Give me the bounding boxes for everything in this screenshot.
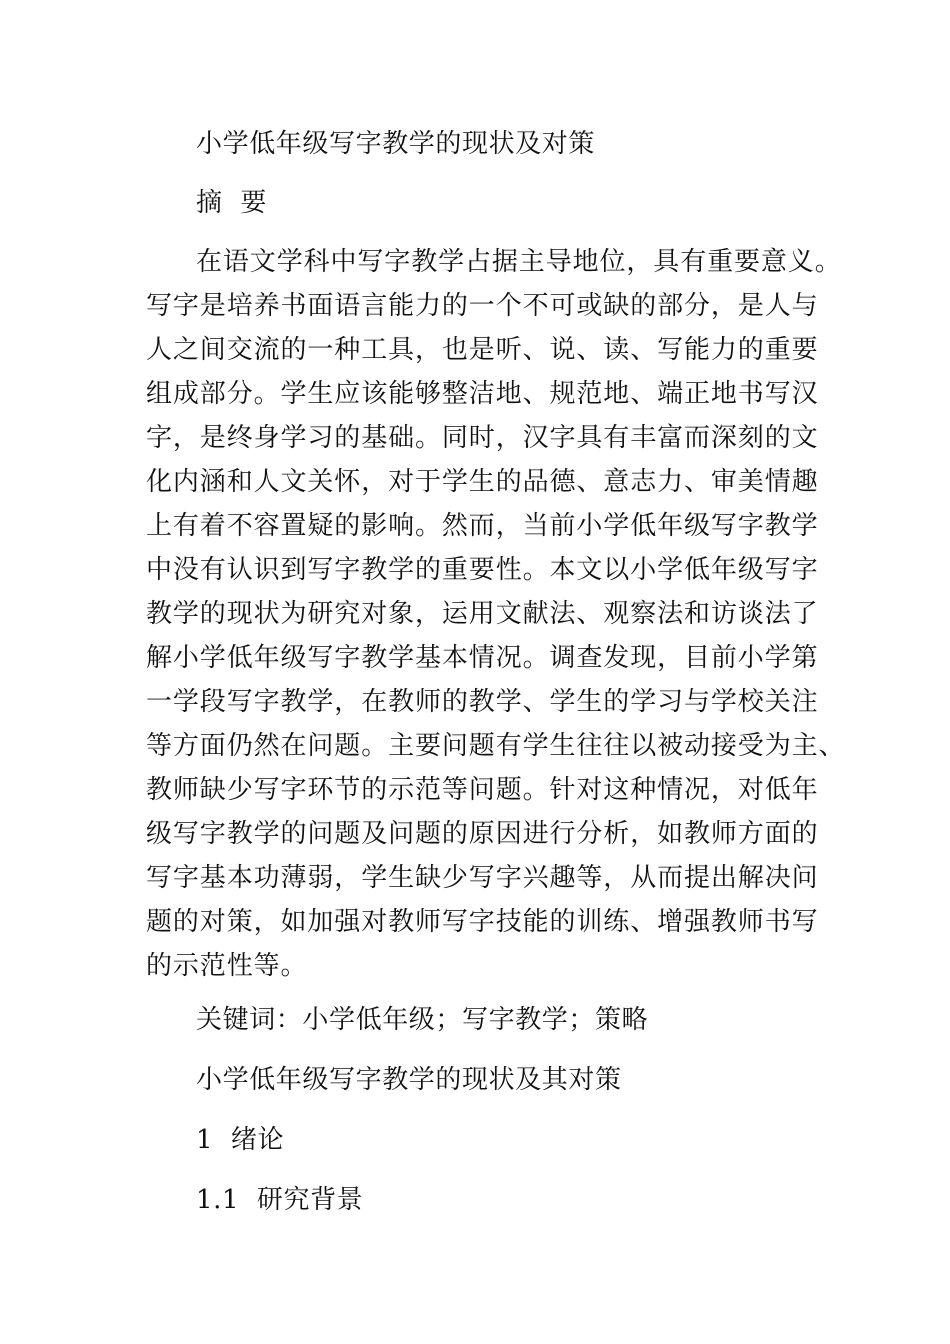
abstract-line: 写字是培养书面语言能力的一个不可或缺的部分，是人与 <box>146 291 819 321</box>
abstract-line: 写字基本功薄弱，学生缺少写字兴趣等，从而提出解决问 <box>146 863 819 893</box>
keywords: 关键词：小学低年级；写字教学；策略 <box>196 1005 649 1035</box>
abstract-line: 教师缺少写字环节的示范等问题。针对这种情况，对低年 <box>146 775 819 805</box>
abstract-line: 上有着不容置疑的影响。然而，当前小学低年级写字教学 <box>146 511 819 541</box>
abstract-body <box>146 240 846 988</box>
abstract-line: 的示范性等。 <box>146 951 308 981</box>
section-heading-1-1: 1.1 研究背景 <box>196 1185 364 1215</box>
abstract-line: 人之间交流的一种工具，也是听、说、读、写能力的重要 <box>146 335 819 365</box>
abstract-heading: 摘 要 <box>196 188 267 218</box>
abstract-line: 解小学低年级写字教学基本情况。调查发现，目前小学第 <box>146 643 819 673</box>
document-title: 小学低年级写字教学的现状及对策 <box>196 129 596 159</box>
abstract-line: 在语文学科中写字教学占据主导地位，具有重要意义。 <box>196 247 842 277</box>
abstract-line: 题的对策，如加强对教师写字技能的训练、增强教师书写 <box>146 907 819 937</box>
subtitle: 小学低年级写字教学的现状及其对策 <box>196 1065 622 1095</box>
section-heading-1: 1 绪论 <box>196 1125 285 1155</box>
abstract-line: 组成部分。学生应该能够整洁地、规范地、端正地书写汉 <box>146 379 819 409</box>
abstract-line: 级写字教学的问题及问题的原因进行分析，如教师方面的 <box>146 819 819 849</box>
abstract-line: 一学段写字教学，在教师的教学、学生的学习与学校关注 <box>146 687 819 717</box>
abstract-line: 教学的现状为研究对象，运用文献法、观察法和访谈法了 <box>146 599 819 629</box>
abstract-line: 化内涵和人文关怀，对于学生的品德、意志力、审美情趣 <box>146 467 819 497</box>
abstract-line: 中没有认识到写字教学的重要性。本文以小学低年级写字 <box>146 555 819 585</box>
abstract-line: 等方面仍然在问题。主要问题有学生往往以被动接受为主、 <box>146 731 846 761</box>
abstract-line: 字，是终身学习的基础。同时，汉字具有丰富而深刻的文 <box>146 423 819 453</box>
